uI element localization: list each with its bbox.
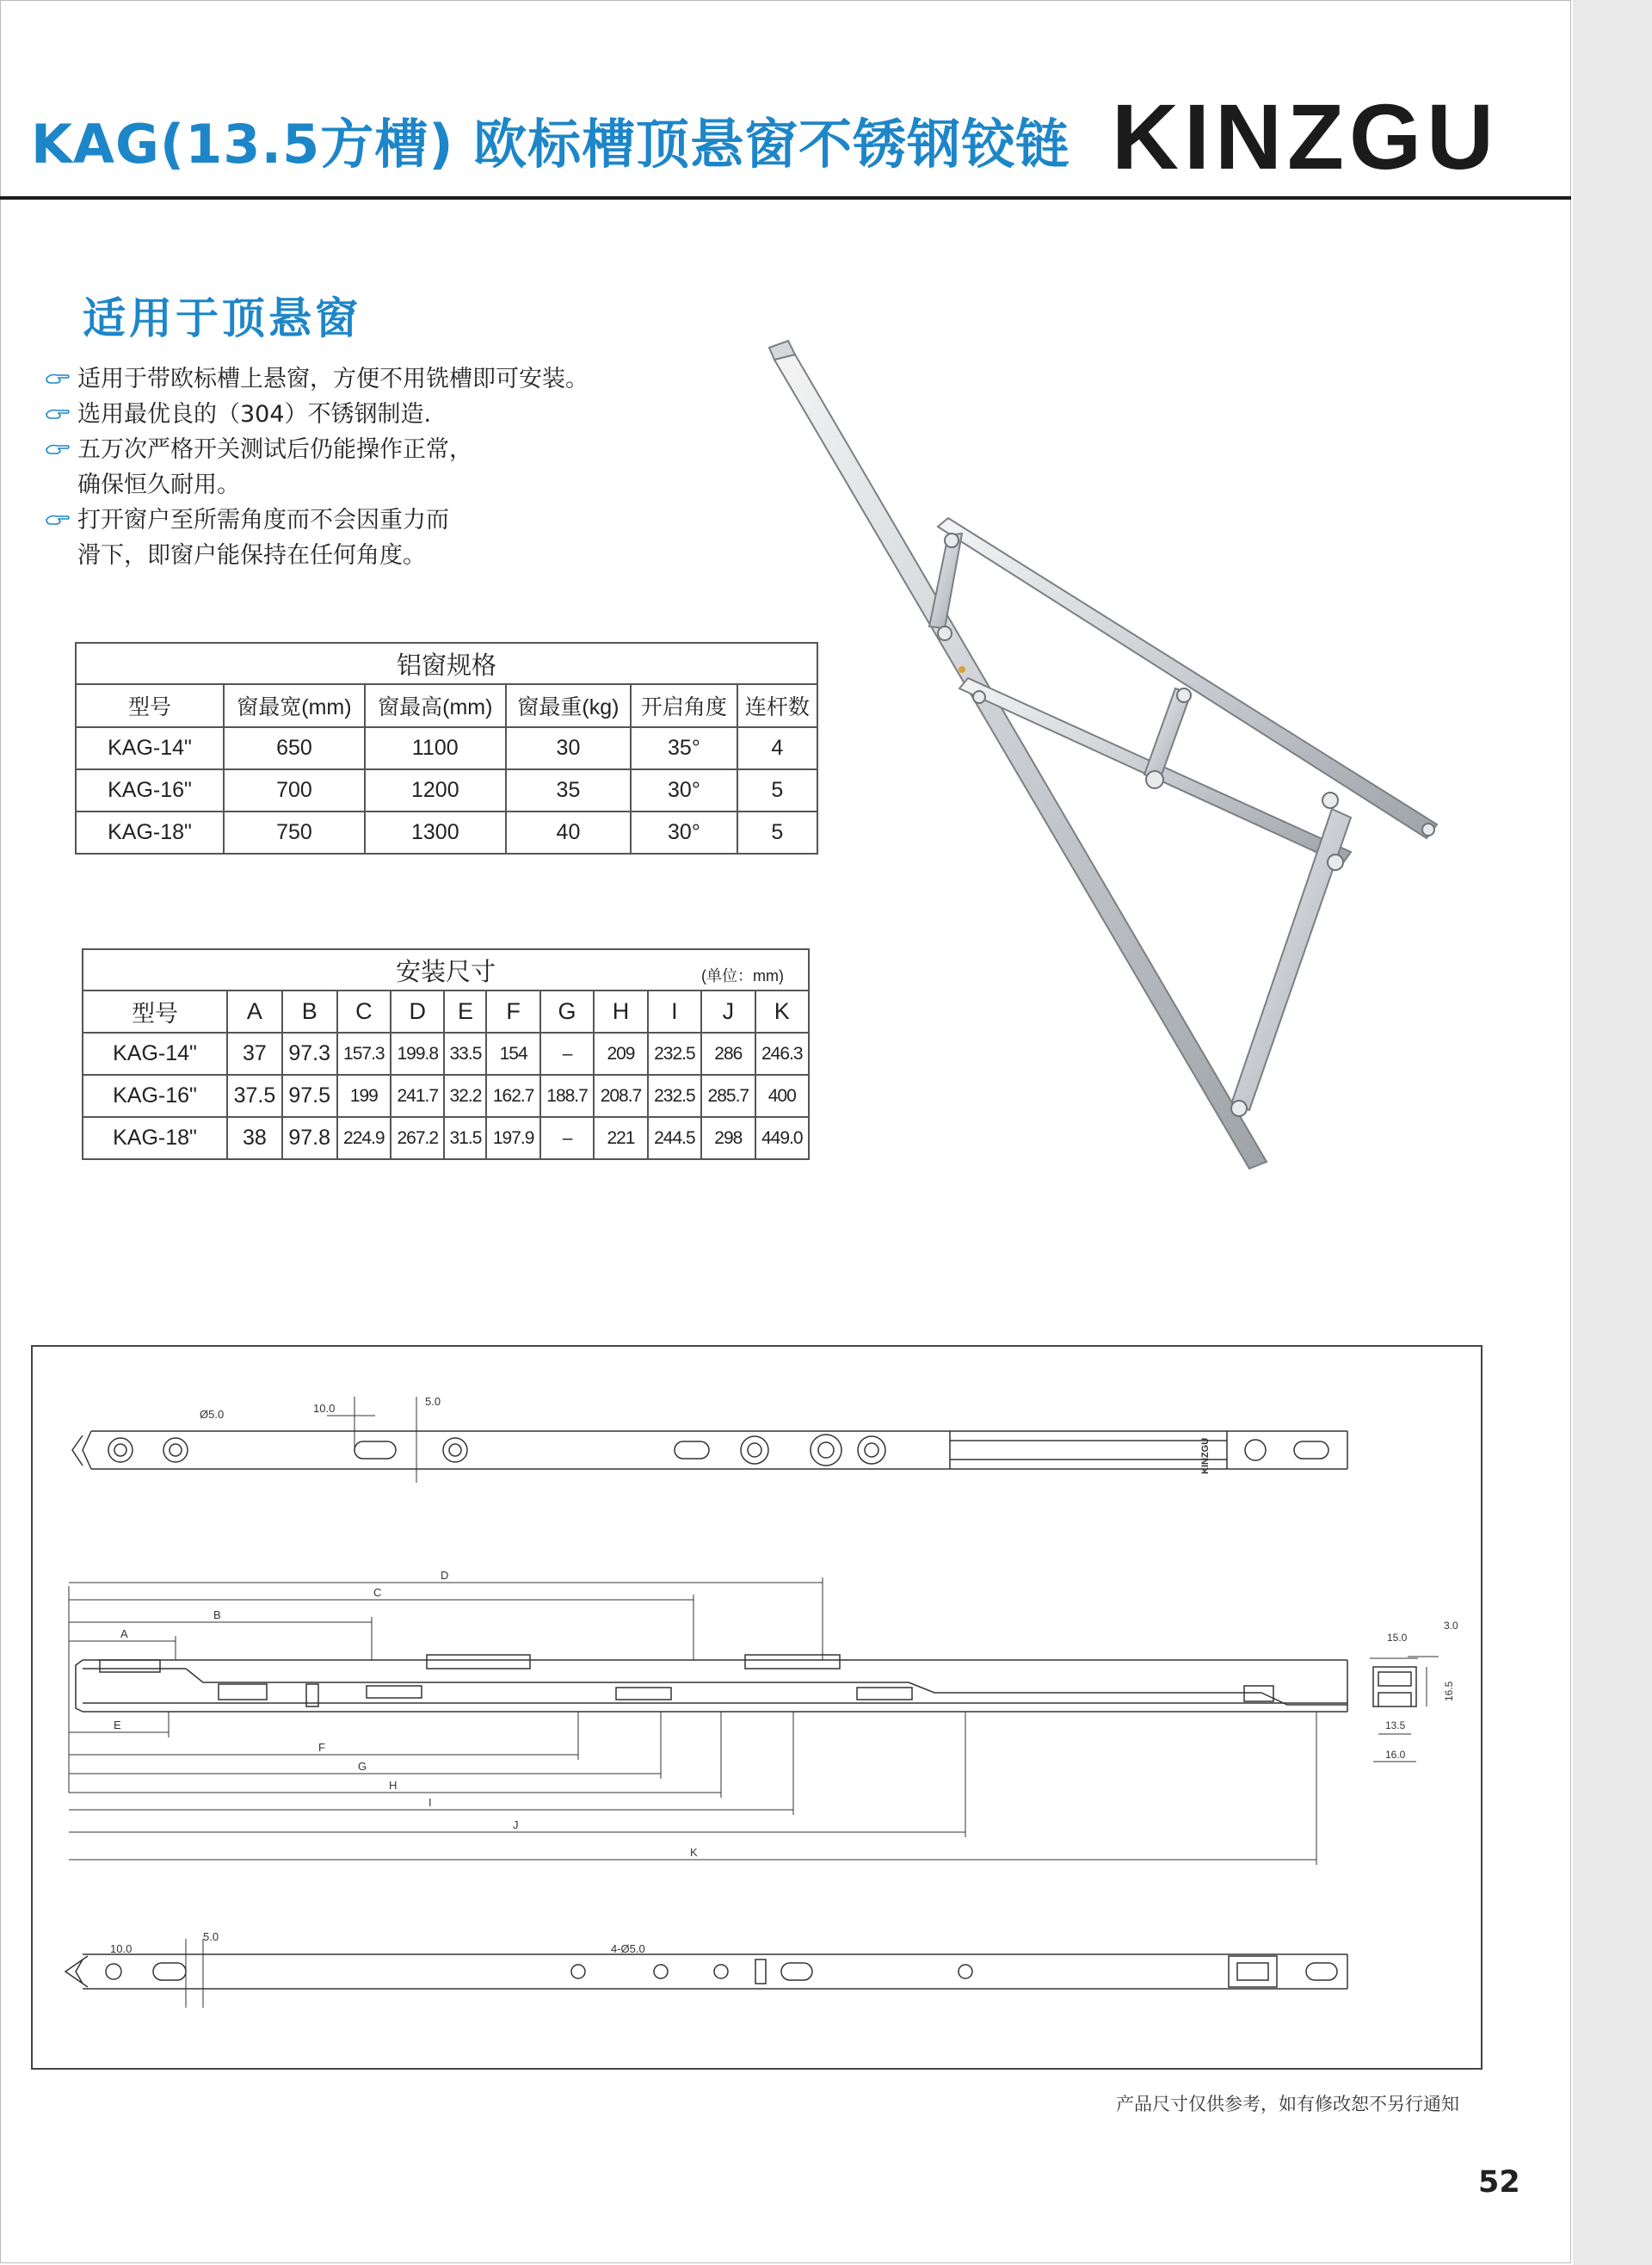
table-cell: 32.2 [444,1075,486,1117]
column-header: K [755,991,809,1033]
dim-letter-d: D [441,1569,449,1582]
hole-diameter-label: Ø5.0 [200,1408,225,1421]
column-header: B [282,991,337,1033]
table-cell: 750 [224,812,365,854]
dim-letter-i: I [428,1796,432,1809]
title-divider [0,196,1571,200]
table-cell: 33.5 [444,1033,486,1075]
column-header: A [227,991,282,1033]
profile-height-label: 16.5 [1443,1681,1455,1701]
technical-drawing [31,1345,1482,2070]
table-cell: 232.5 [648,1033,701,1075]
installation-dimension-table [82,948,810,1160]
column-header: I [648,991,701,1033]
profile-lip-label: 3.0 [1444,1620,1458,1632]
table-cell: 35° [631,727,737,769]
table-cell: 209 [594,1033,647,1075]
column-header: 型号 [76,684,224,727]
table-cell: 221 [594,1117,647,1159]
table-cell: 5 [737,769,817,812]
table-row [76,727,817,769]
feature-item-continued [45,467,733,503]
table-cell: 97.8 [282,1117,337,1159]
cross-section-profile [1370,1657,1439,1762]
table-cell: 449.0 [755,1117,809,1159]
column-header: H [594,991,647,1033]
table-cell: 5 [737,812,817,854]
column-header: 窗最宽(mm) [224,684,365,727]
table-cell: KAG-18" [76,812,224,854]
dim-letter-a: A [120,1627,128,1640]
table-caption: 铝窗规格 [76,643,817,684]
pointing-hand-icon [45,370,71,387]
pointing-hand-icon [45,511,71,528]
dim-letter-j: J [513,1818,519,1831]
feature-text: 五万次严格开关测试后仍能操作正常， [77,436,472,463]
feature-item [45,432,733,467]
table-cell: 1100 [365,727,506,769]
table-cell: KAG-18" [83,1117,227,1159]
page-title: KAG(13.5方槽) 欧标槽顶悬窗不锈钢铰链 [31,113,1070,176]
feature-list [45,361,733,573]
dim-letter-f: F [318,1741,325,1754]
dim-letter-g: G [358,1760,367,1773]
dimension-letters [114,1569,698,1859]
side-assembly-view [76,1655,1347,1712]
table-cell: 199 [337,1075,391,1117]
dim-letter-b: B [213,1608,221,1621]
table-row [83,1033,809,1075]
bottom-view-labels [110,1930,645,1955]
table-cell: 208.7 [594,1075,647,1117]
feature-text: 适用于带欧标槽上悬窗，方便不用铣槽即可安装。 [77,366,589,392]
table-header-row [83,991,809,1033]
column-header: 开启角度 [631,684,737,727]
table-cell: KAG-14" [83,1033,227,1075]
column-header: 型号 [83,991,227,1033]
bottom-slot-length-label: 10.0 [110,1942,133,1955]
pointing-hand-icon [45,441,71,458]
feature-item [45,503,733,538]
bottom-slot-width-label: 5.0 [203,1930,219,1943]
top-view-arm [72,1397,1347,1483]
column-header: C [337,991,391,1033]
table-cell: 267.2 [391,1117,444,1159]
column-header: J [701,991,755,1033]
profile-width-top-label: 15.0 [1387,1632,1408,1644]
table-cell: – [540,1117,594,1159]
engraving-label: KINZGU [1200,1437,1211,1474]
table-cell: 232.5 [648,1075,701,1117]
table-cell: 224.9 [337,1117,391,1159]
table-row [76,769,817,812]
unit-label: (单位：mm) [701,967,784,984]
dimension-lines [69,1577,1316,1865]
table-cell: 154 [486,1033,539,1075]
profile-labels [1385,1620,1458,1761]
slot-width-label: 5.0 [425,1395,441,1408]
table-cell: 199.8 [391,1033,444,1075]
table-cell: 157.3 [337,1033,391,1075]
section-subtitle: 适用于顶悬窗 [83,293,361,343]
table-cell: 400 [755,1075,809,1117]
table-cell: 241.7 [391,1075,444,1117]
slot-length-label: 10.0 [313,1402,336,1415]
feature-text: 确保恒久耐用。 [77,472,240,498]
column-header: E [444,991,486,1033]
dim-letter-e: E [114,1719,121,1731]
column-header: F [486,991,539,1033]
table-cell: 162.7 [486,1075,539,1117]
table-row [83,1075,809,1117]
feature-item [45,397,733,432]
table-cell: 35 [506,769,631,812]
top-view-labels [200,1395,1211,1474]
pointing-hand-icon [45,405,71,423]
table-header-row [76,684,817,727]
table-cell: 298 [701,1117,755,1159]
table-cell: 37.5 [227,1075,282,1117]
table-caption-text: 安装尺寸 [395,958,496,986]
table-cell: 4 [737,727,817,769]
column-header: 连杆数 [737,684,817,727]
feature-text: 滑下，即窗户能保持在任何角度。 [77,542,426,569]
side-strip [1573,0,1652,2265]
page-number: 52 [1478,2165,1520,2200]
dim-letter-h: H [389,1779,398,1792]
feature-item [45,361,733,397]
column-header: 窗最高(mm) [365,684,506,727]
table-cell: 40 [506,812,631,854]
table-cell: 30° [631,812,737,854]
table-cell: 700 [224,769,365,812]
hinge-product-photo [757,336,1446,1179]
table-cell: 38 [227,1117,282,1159]
table-caption [83,949,809,991]
table-cell: KAG-14" [76,727,224,769]
table-row [76,812,817,854]
table-cell: 650 [224,727,365,769]
feature-text: 选用最优良的（304）不锈钢制造. [77,401,432,428]
table-cell: 30 [506,727,631,769]
feature-item-continued [45,538,733,573]
disclaimer-note: 产品尺寸仅供参考，如有修改恕不另行通知 [1116,2094,1459,2114]
brand-logo: KINZGU [1112,84,1499,188]
dim-letter-c: C [373,1586,382,1599]
column-header: G [540,991,594,1033]
profile-width-bottom-label: 16.0 [1385,1749,1406,1761]
table-cell: 37 [227,1033,282,1075]
table-cell: 244.5 [648,1117,701,1159]
table-cell: 197.9 [486,1117,539,1159]
bottom-view-track [65,1939,1347,2008]
table-cell: KAG-16" [76,769,224,812]
table-cell: 1200 [365,769,506,812]
feature-text: 打开窗户至所需角度而不会因重力而 [77,507,449,534]
column-header: D [391,991,444,1033]
table-cell: 286 [701,1033,755,1075]
table-row [83,1117,809,1159]
table-cell: 188.7 [540,1075,594,1117]
table-cell: 30° [631,769,737,812]
hole-count-label: 4-Ø5.0 [611,1942,645,1955]
table-cell: 1300 [365,812,506,854]
table-cell: 97.3 [282,1033,337,1075]
table-cell: 285.7 [701,1075,755,1117]
profile-slot-label: 13.5 [1385,1719,1406,1731]
table-cell: 97.5 [282,1075,337,1117]
table-cell: KAG-16" [83,1075,227,1117]
table-cell: – [540,1033,594,1075]
table-cell: 31.5 [444,1117,486,1159]
column-header: 窗最重(kg) [506,684,631,727]
table-cell: 246.3 [755,1033,809,1075]
dim-letter-k: K [690,1846,698,1859]
aluminum-window-spec-table [75,642,818,855]
